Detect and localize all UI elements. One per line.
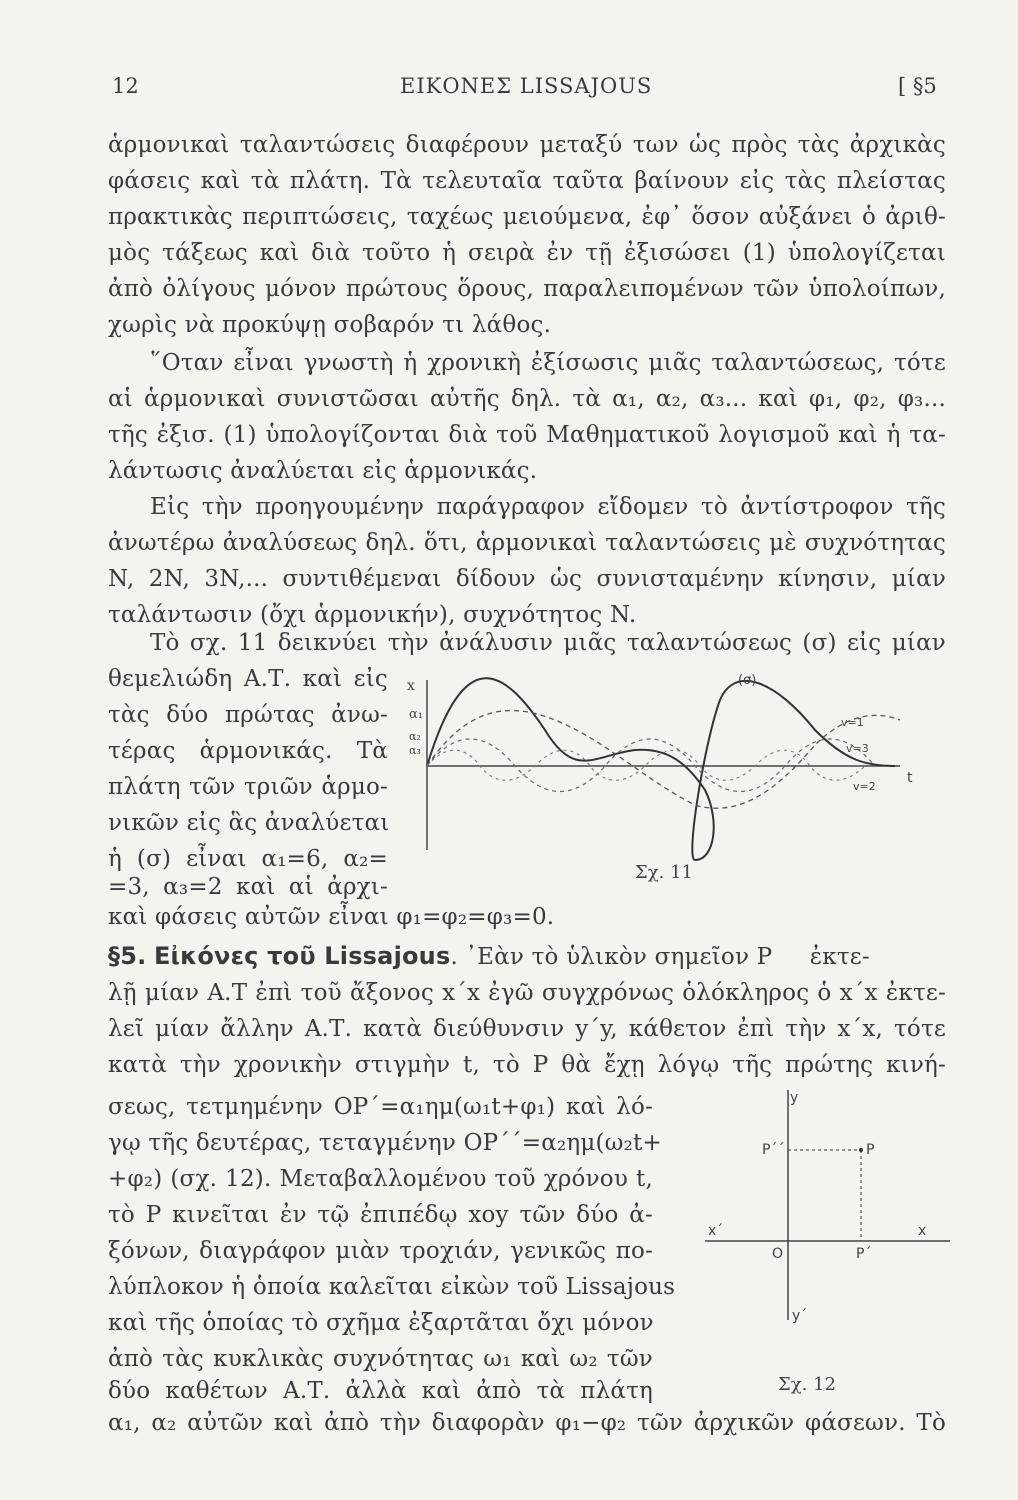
section-intro: . ᾽Εὰν τὸ ὑλικὸν σημεῖον P [450, 944, 773, 970]
text-line: τὰς δύο πρώτας ἀνω- [108, 702, 388, 728]
text-line: αἱ ἁρμονικαὶ συνιστῶσαι αὐτῆς δηλ. τὰ α₁, α₂, α₃... καὶ φ₁, φ₂, φ₃... [108, 386, 946, 412]
fig12-origin-label: O [772, 1246, 784, 1262]
text-line: τῆς ἐξισ. (1) ὑπολογίζονται διὰ τοῦ Μαθηματικοῦ λογισμοῦ καὶ ἡ τα- [108, 422, 946, 448]
fig12-p-label: P [866, 1142, 875, 1158]
text-line: ἀνωτέρω ἀναλύσεως δηλ. ὅτι, ἁρμονικαὶ ταλαντώσεις μὲ συχνότητας [108, 530, 946, 556]
text-line: χωρὶς νὰ προκύψῃ σοβαρόν τι λάθος. [108, 312, 552, 338]
text-line: γῳ τῆς δευτέρας, τεταγμένην OP΄΄=α₂ημ(ω₂t+ [108, 1130, 662, 1156]
text-line: ταλάντωσιν (ὄχι ἁρμονικήν), συχνότητος N. [108, 602, 637, 628]
fig11-v2-label: v=2 [853, 780, 876, 793]
text-line: μὸς τάξεως καὶ διὰ τοῦτο ἡ σειρὰ ἐν τῇ ἐξισώσει (1) ὑπολογίζεται [108, 240, 946, 266]
fig12-point-p [859, 1148, 863, 1152]
text-line: +φ₂) (σχ. 12). Μεταβαλλομένου τοῦ χρόνου t, [108, 1166, 653, 1192]
text-line: δύο καθέτων Α.Τ. ἀλλὰ καὶ ἀπὸ τὰ πλάτη [108, 1378, 653, 1404]
text-line: φάσεις καὶ τὰ πλάτη. Τὰ τελευταῖα ταῦτα βαίνουν εἰς τὰς πλείστας [108, 168, 946, 194]
text-line: νικῶν εἰς ἃς ἀναλύεται [108, 810, 390, 836]
text-line: πλάτη τῶν τριῶν ἁρμο- [108, 774, 388, 800]
running-title: ΕΙΚΟΝΕΣ LISSAJOUS [400, 74, 653, 98]
figure-12 [700, 1080, 960, 1420]
fig12-y-label: y [790, 1090, 799, 1106]
text-line: ἀπὸ ὀλίγους μόνον πρώτους ὅρους, παραλειπομένων τῶν ὑπολοίπων, [108, 276, 946, 302]
text-line: πρακτικὰς περιπτώσεις, ταχέως μειούμενα, ἐφ᾽ ὅσον αὐξάνει ὁ ἀριθ- [108, 204, 946, 230]
section-reference: [ §5 [898, 74, 937, 98]
text-line: καὶ φάσεις αὐτῶν εἶναι φ₁=φ₂=φ₃=0. [108, 904, 555, 930]
text-line: λεῖ μίαν ἄλλην Α.Τ. κατὰ διεύθυνσιν y΄y, κάθετον ἐπὶ τὴν x΄x, τότε [108, 1016, 946, 1042]
text-line: τὸ P κινεῖται ἐν τῷ ἐπιπέδῳ xoy τῶν δύο ἀ- [108, 1202, 653, 1228]
fig11-a3-label: α₃ [409, 744, 421, 757]
page-number: 12 [112, 74, 139, 98]
fig11-sigma-label: (σ) [738, 673, 757, 688]
fig11-a2-label: α₂ [409, 730, 421, 743]
text-line: N, 2N, 3N,... συντιθέμεναι δίδουν ὡς συνισταμένην κίνησιν, μίαν [108, 566, 946, 592]
fig12-p-dprime-label: P΄΄ [762, 1142, 785, 1158]
fig11-caption: Σχ. 11 [635, 862, 693, 883]
fig11-t-label: t [907, 770, 913, 786]
text-line: λάντωσις ἀναλύεται εἰς ἁρμονικάς. [108, 458, 538, 484]
text-line: κατὰ τὴν χρονικὴν στιγμὴν t, τὸ P θὰ ἔχῃ λόγῳ τῆς πρώτης κινή- [108, 1052, 946, 1078]
text-fragment: ἐκτε- [809, 944, 870, 970]
section-heading-line [108, 942, 870, 970]
text-line: α₁, α₂ αὐτῶν καὶ ἀπὸ τὴν διαφορὰν φ₁−φ₂ τῶν ἀρχικῶν φάσεων. Τὸ [108, 1410, 946, 1436]
fig11-x-label: x [407, 678, 415, 694]
fig12-x-prime-label: x΄ [708, 1223, 724, 1239]
text-line: ξόνων, διαγράφον μιὰν τροχιάν, γενικῶς πο- [108, 1238, 653, 1264]
text-line: σεως, τετμημένην OP΄=α₁ημ(ω₁t+φ₁) καὶ λό- [108, 1094, 653, 1120]
fig12-caption: Σχ. 12 [778, 1374, 836, 1395]
fig12-y-prime-label: y΄ [792, 1308, 808, 1324]
text-line: λύπλοκον ἡ ὁποία καλεῖται εἰκὼν τοῦ Lissajous [108, 1274, 676, 1300]
text-line: ἀπὸ τὰς κυκλικὰς συχνότητας ω₁ καὶ ω₂ τῶν [108, 1346, 653, 1372]
section-number: §5. [108, 942, 147, 970]
text-line: ἁρμονικαὶ ταλαντώσεις διαφέρουν μεταξύ των ὡς πρὸς τὰς ἀρχικὰς [108, 132, 946, 158]
text-line: λῇ μίαν Α.Τ ἐπὶ τοῦ ἄξονος x΄x ἐγῶ συγχρόνως ὁλόκληρος ὁ x΄x ἐκτε- [108, 980, 946, 1006]
fig12-x-label: x [918, 1223, 927, 1239]
fig11-v1-curve [427, 711, 900, 809]
text-line: =3, α₃=2 καὶ αἱ ἀρχι- [108, 874, 388, 900]
fig11-a1-label: α₁ [409, 707, 423, 722]
text-line: Τὸ σχ. 11 δεικνύει τὴν ἀνάλυσιν μιᾶς ταλαντώσεως (σ) εἰς μίαν [150, 630, 946, 656]
text-line: θεμελιώδη Α.Τ. καὶ εἰς [108, 666, 388, 692]
text-line: Εἰς τὴν προηγουμένην παράγραφον εἴδομεν τὸ ἀντίστροφον τῆς [150, 494, 946, 520]
text-line: καὶ τῆς ὁποίας τὸ σχῆμα ἐξαρτᾶται ὄχι μόνον [108, 1310, 654, 1336]
fig12-p-prime-label: P΄ [856, 1246, 872, 1262]
text-line: ῞Οταν εἶναι γνωστὴ ἡ χρονικὴ ἐξίσωσις μιᾶς ταλαντώσεως, τότε [150, 350, 946, 376]
fig11-resultant-curve [427, 678, 895, 860]
figure-11 [395, 660, 935, 900]
text-line: ἡ (σ) εἶναι α₁=6, α₂= [108, 846, 388, 872]
section-title: Εἰκόνες τοῦ Lissajous [153, 942, 451, 970]
fig11-v1-label: v=1 [841, 716, 864, 729]
text-line: τέρας ἁρμονικάς. Τὰ [108, 738, 388, 764]
fig11-v3-label: v=3 [846, 742, 869, 755]
